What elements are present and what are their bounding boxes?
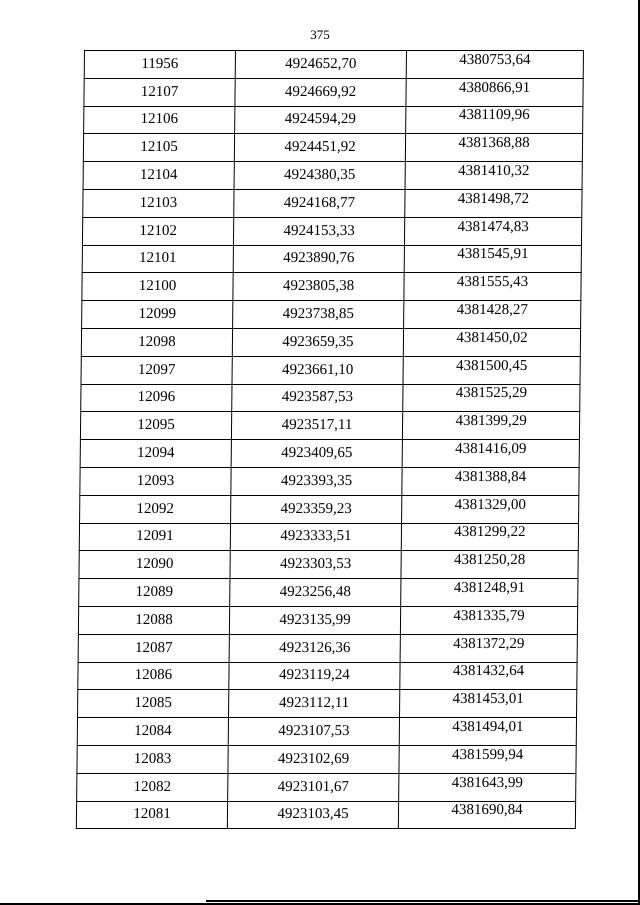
point-id-cell: 12087 — [78, 634, 229, 662]
point-id-cell: 12096 — [81, 384, 232, 412]
y-coordinate-cell — [400, 690, 577, 718]
coordinates-table-container — [76, 50, 580, 829]
y-coordinate-value: 4381399,29 — [455, 413, 527, 430]
y-coordinate-value: 4381335,79 — [453, 607, 525, 624]
table-row — [78, 606, 577, 634]
point-id-cell: 12089 — [79, 579, 230, 607]
y-coordinate-cell — [400, 606, 577, 634]
point-id-cell: 12090 — [79, 551, 230, 579]
y-coordinate-cell — [399, 773, 576, 801]
y-coordinate-value: 4381525,29 — [455, 385, 528, 402]
table-row — [78, 690, 577, 718]
y-coordinate-cell — [402, 412, 579, 440]
y-coordinate-value: 4380866,91 — [458, 79, 531, 96]
point-id-cell: 12085 — [78, 690, 229, 718]
point-id-cell: 12106 — [84, 106, 235, 134]
bottom-rule — [206, 900, 638, 902]
point-id-cell: 12107 — [84, 78, 235, 106]
table-row — [84, 106, 583, 134]
point-id-cell: 12105 — [83, 134, 234, 162]
x-coordinate-cell: 4923102,69 — [228, 745, 399, 773]
y-coordinate-cell — [399, 745, 576, 773]
x-coordinate-cell: 4923103,45 — [227, 801, 398, 829]
x-coordinate-cell: 4923256,48 — [230, 579, 401, 607]
x-coordinate-cell: 4924652,70 — [235, 51, 406, 79]
y-coordinate-cell — [402, 440, 579, 468]
x-coordinate-cell: 4923126,36 — [229, 634, 400, 662]
x-coordinate-cell: 4924168,77 — [234, 189, 405, 217]
table-row — [84, 78, 583, 106]
y-coordinate-cell — [400, 662, 577, 690]
y-coordinate-value: 4381428,27 — [456, 302, 528, 319]
x-coordinate-cell: 4923303,53 — [230, 551, 401, 579]
y-coordinate-cell — [402, 467, 579, 495]
point-id-cell: 12094 — [80, 440, 231, 468]
y-coordinate-cell — [401, 551, 578, 579]
x-coordinate-cell: 4923517,11 — [231, 412, 402, 440]
x-coordinate-cell: 4923112,11 — [229, 690, 400, 718]
y-coordinate-cell — [400, 634, 577, 662]
x-coordinate-cell: 4923101,67 — [228, 773, 399, 801]
y-coordinate-value: 4381372,29 — [453, 635, 525, 652]
point-id-cell: 12095 — [80, 412, 231, 440]
x-coordinate-cell: 4923738,85 — [233, 301, 404, 329]
y-coordinate-value: 4381474,83 — [457, 218, 529, 235]
y-coordinate-cell — [404, 245, 581, 273]
table-row — [78, 662, 577, 690]
y-coordinate-value: 4381299,22 — [454, 524, 526, 541]
x-coordinate-cell: 4923805,38 — [233, 273, 404, 301]
y-coordinate-value: 4381599,94 — [451, 746, 524, 763]
page-number: 375 — [310, 27, 330, 42]
table-row — [83, 162, 582, 190]
y-coordinate-value: 4381410,32 — [458, 163, 530, 180]
y-coordinate-cell — [404, 301, 581, 329]
table-row — [76, 801, 575, 829]
x-coordinate-cell: 4923107,53 — [228, 718, 399, 746]
y-coordinate-cell — [406, 106, 583, 134]
point-id-cell: 12102 — [82, 217, 233, 245]
y-coordinate-cell — [404, 273, 581, 301]
y-coordinate-cell — [399, 718, 576, 746]
y-coordinate-value: 4381368,88 — [458, 135, 530, 152]
y-coordinate-value: 4381109,96 — [458, 107, 530, 124]
x-coordinate-cell: 4923135,99 — [229, 606, 400, 634]
point-id-cell: 12081 — [76, 801, 227, 829]
x-coordinate-cell: 4923890,76 — [233, 245, 404, 273]
y-coordinate-value: 4381388,84 — [454, 468, 527, 485]
x-coordinate-cell: 4923409,65 — [231, 440, 402, 468]
y-coordinate-value: 4381329,00 — [454, 496, 526, 513]
table-row — [82, 273, 581, 301]
point-id-cell: 12100 — [82, 273, 233, 301]
coordinates-table — [76, 50, 584, 829]
y-coordinate-cell — [403, 384, 580, 412]
table-row — [83, 189, 582, 217]
table-row — [77, 745, 576, 773]
y-coordinate-cell — [405, 134, 582, 162]
y-coordinate-value: 4381498,72 — [457, 190, 530, 207]
point-id-cell: 12101 — [82, 245, 233, 273]
point-id-cell: 12098 — [81, 328, 232, 356]
point-id-cell: 12083 — [77, 745, 228, 773]
y-coordinate-cell — [403, 356, 580, 384]
point-id-cell: 12093 — [80, 467, 231, 495]
point-id-cell: 12099 — [82, 301, 233, 329]
y-coordinate-value: 4381453,01 — [452, 691, 524, 708]
y-coordinate-value: 4380753,64 — [459, 51, 531, 68]
y-coordinate-cell — [403, 328, 580, 356]
x-coordinate-cell: 4923661,10 — [232, 356, 403, 384]
table-row — [77, 773, 576, 801]
point-id-cell: 12082 — [77, 773, 228, 801]
y-coordinate-value: 4381248,91 — [453, 580, 526, 597]
y-coordinate-cell — [404, 217, 581, 245]
table-row — [80, 412, 579, 440]
y-coordinate-cell — [401, 579, 578, 607]
y-coordinate-value: 4381555,43 — [456, 274, 529, 291]
point-id-cell: 12103 — [83, 189, 234, 217]
table-row — [81, 356, 580, 384]
table-row — [78, 634, 577, 662]
y-coordinate-cell — [398, 801, 575, 829]
table-row — [81, 328, 580, 356]
y-coordinate-value: 4381643,99 — [451, 774, 524, 791]
table-row — [83, 134, 582, 162]
table-row — [82, 217, 581, 245]
table-row — [84, 51, 583, 79]
x-coordinate-cell: 4923333,51 — [230, 523, 401, 551]
x-coordinate-cell: 4923393,35 — [231, 467, 402, 495]
y-coordinate-value: 4381500,45 — [455, 357, 528, 374]
x-coordinate-cell: 4924451,92 — [234, 134, 405, 162]
x-coordinate-cell: 4924380,35 — [234, 162, 405, 190]
point-id-cell: 12084 — [77, 718, 228, 746]
x-coordinate-cell: 4923659,35 — [232, 328, 403, 356]
point-id-cell: 12091 — [79, 523, 230, 551]
y-coordinate-cell — [406, 51, 583, 79]
y-coordinate-value: 4381250,28 — [453, 552, 526, 569]
coordinates-table-body — [76, 51, 583, 829]
point-id-cell: 12088 — [78, 606, 229, 634]
y-coordinate-cell — [406, 78, 583, 106]
y-coordinate-cell — [405, 189, 582, 217]
y-coordinate-value: 4381416,09 — [455, 441, 527, 458]
y-coordinate-cell — [402, 495, 579, 523]
y-coordinate-value: 4381690,84 — [451, 802, 523, 819]
table-row — [80, 495, 579, 523]
table-row — [77, 718, 576, 746]
table-row — [80, 440, 579, 468]
x-coordinate-cell: 4923119,24 — [229, 662, 400, 690]
x-coordinate-cell: 4924669,92 — [235, 78, 406, 106]
point-id-cell: 12086 — [78, 662, 229, 690]
table-row — [80, 467, 579, 495]
y-coordinate-value: 4381450,02 — [456, 329, 528, 346]
x-coordinate-cell: 4923587,53 — [232, 384, 403, 412]
y-coordinate-value: 4381545,91 — [457, 246, 529, 263]
x-coordinate-cell: 4923359,23 — [231, 495, 402, 523]
table-row — [79, 551, 578, 579]
y-coordinate-cell — [401, 523, 578, 551]
table-row — [79, 523, 578, 551]
point-id-cell: 12104 — [83, 162, 234, 190]
y-coordinate-value: 4381494,01 — [452, 719, 524, 736]
table-row — [81, 384, 580, 412]
x-coordinate-cell: 4924594,29 — [235, 106, 406, 134]
table-row — [82, 245, 581, 273]
table-row — [82, 301, 581, 329]
point-id-cell: 12097 — [81, 356, 232, 384]
point-id-cell: 12092 — [80, 495, 231, 523]
x-coordinate-cell: 4924153,33 — [233, 217, 404, 245]
y-coordinate-value: 4381432,64 — [452, 663, 525, 680]
table-row — [79, 579, 578, 607]
point-id-cell: 11956 — [84, 51, 235, 79]
y-coordinate-cell — [405, 162, 582, 190]
